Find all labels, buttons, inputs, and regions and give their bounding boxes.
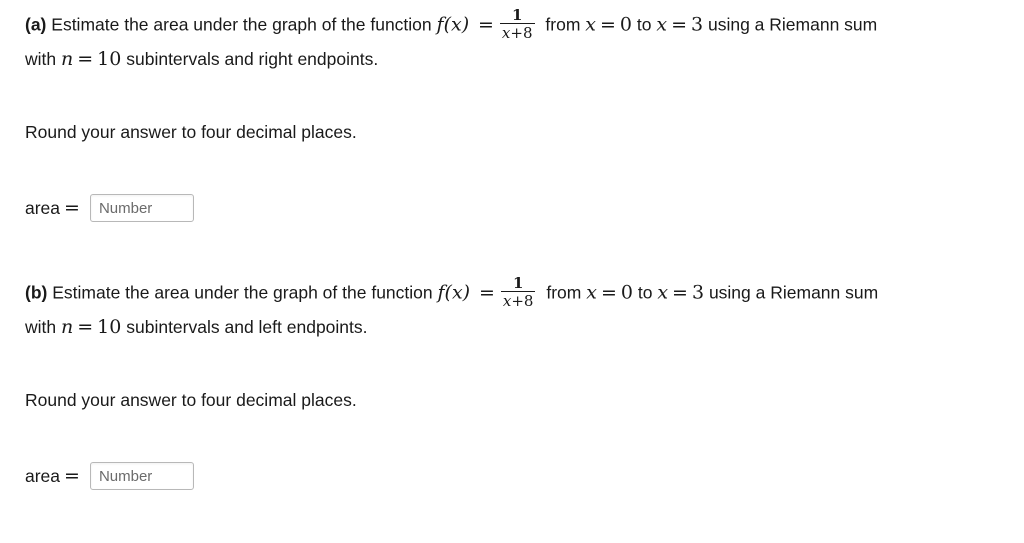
equals-sign: =: [478, 13, 494, 36]
answer-label: area: [25, 197, 61, 218]
denominator-constant: +8: [510, 24, 533, 42]
denominator-variable: x: [501, 24, 511, 42]
function-name: f: [437, 281, 445, 304]
upper-bound-variable: x: [656, 13, 668, 36]
fraction-denominator: [501, 291, 536, 309]
n-variable: n: [61, 316, 74, 338]
answer-label: area: [25, 465, 61, 486]
function-fraction: [500, 7, 535, 41]
endpoint-text: subintervals and right endpoints.: [126, 49, 379, 69]
lower-bound-equals: =: [600, 281, 617, 304]
answer-row: [25, 190, 194, 226]
answer-row: [25, 458, 194, 494]
upper-bound-value: 3: [691, 281, 705, 304]
upper-bound-equals: =: [672, 281, 688, 304]
answer-equals: =: [64, 465, 80, 487]
n-equals: =: [77, 316, 94, 338]
n-value: 10: [97, 48, 122, 70]
denominator-constant: +8: [511, 292, 534, 310]
equals-sign: =: [478, 281, 495, 304]
question-line-2: [25, 313, 368, 341]
question-intro: Estimate the area under the graph of the function: [51, 14, 432, 35]
with-word: with: [25, 49, 57, 69]
lower-bound-variable: x: [585, 13, 596, 36]
part-label: (a): [25, 14, 47, 35]
lower-bound-variable: x: [586, 281, 597, 304]
from-word: from: [545, 14, 581, 35]
question-line-1: [25, 6, 878, 43]
part-label: (b): [25, 282, 48, 303]
rounding-instruction: Round your answer to four decimal places.: [25, 122, 357, 142]
riemann-sum-text: using a Riemann sum: [708, 282, 879, 303]
lower-bound-value: 0: [620, 281, 633, 304]
denominator-variable: x: [502, 292, 512, 310]
function-variable: (x): [443, 13, 470, 36]
from-word: from: [546, 282, 582, 303]
fraction-denominator: [500, 23, 535, 41]
question-line-2: [25, 45, 378, 73]
function-fraction: [501, 275, 536, 309]
fraction-numerator: 1: [512, 274, 524, 292]
area-input-b[interactable]: [90, 462, 194, 490]
riemann-sum-text: using a Riemann sum: [707, 14, 878, 35]
upper-bound-variable: x: [657, 281, 669, 304]
n-value: 10: [97, 316, 122, 338]
to-word: to: [637, 282, 653, 303]
lower-bound-equals: =: [599, 13, 616, 36]
answer-equals: =: [64, 197, 80, 219]
lower-bound-value: 0: [619, 13, 632, 36]
function-name: f: [436, 13, 444, 36]
rounding-instruction: Round your answer to four decimal places.: [25, 390, 357, 410]
upper-bound-equals: =: [671, 13, 687, 36]
n-variable: n: [61, 48, 74, 70]
fraction-numerator: 1: [512, 6, 523, 24]
upper-bound-value: 3: [691, 13, 704, 36]
n-equals: =: [77, 48, 94, 70]
question-intro: Estimate the area under the graph of the function: [52, 282, 433, 303]
function-variable: (x): [444, 281, 471, 304]
with-word: with: [25, 317, 57, 337]
to-word: to: [636, 14, 652, 35]
question-line-1: [25, 274, 879, 311]
area-input-a[interactable]: [90, 194, 194, 222]
endpoint-text: subintervals and left endpoints.: [126, 317, 368, 337]
